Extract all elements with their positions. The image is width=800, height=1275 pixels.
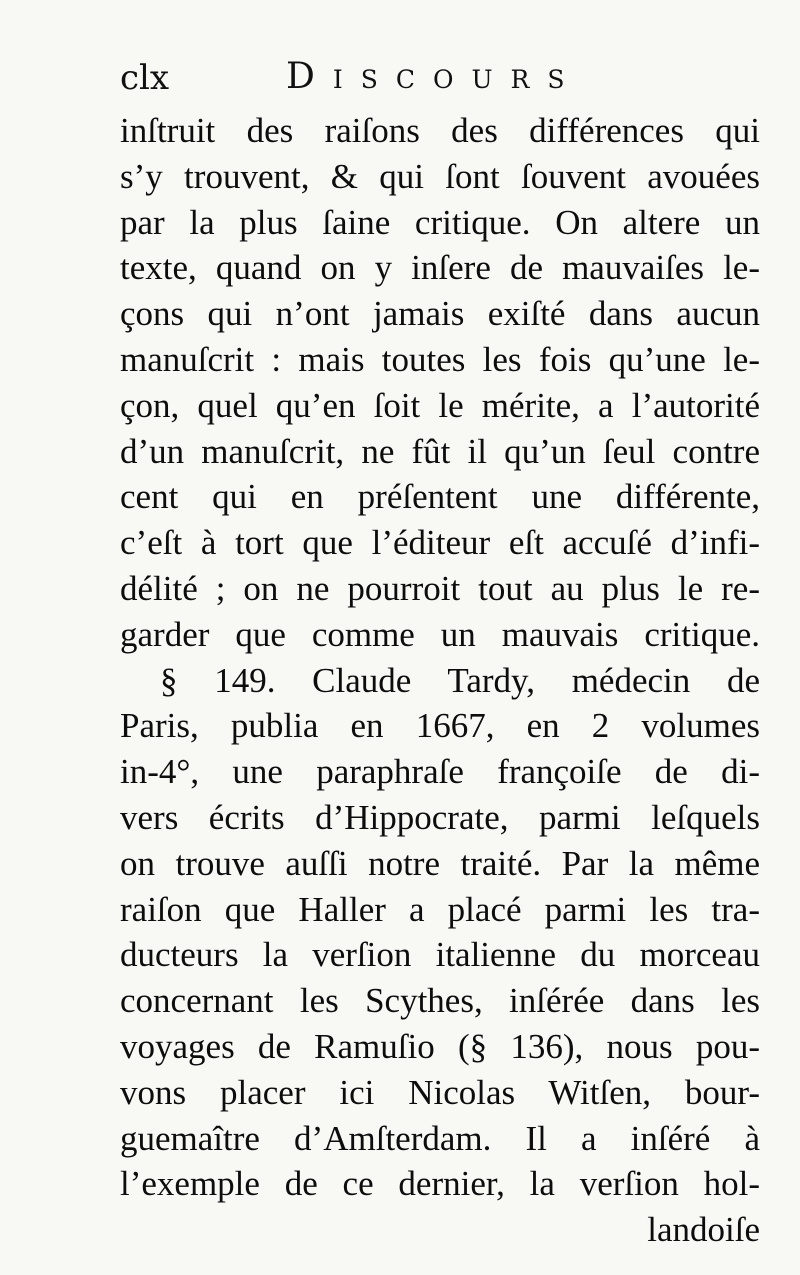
running-head: Discours	[286, 56, 583, 97]
text-line: raiſon que Haller a placé parmi les tra-	[120, 889, 760, 929]
text-line: ducteurs la verſion italienne du morceau	[120, 935, 760, 975]
text-line: l’exemple de ce dernier, la verſion hol-	[120, 1164, 760, 1204]
text-line: inſtruit des raiſons des différences qui	[120, 111, 760, 150]
text-line: cent qui en préſentent une différente,	[120, 477, 760, 517]
text-line: çon, quel qu’en ſoit le mérite, a l’autorité	[120, 385, 760, 425]
text-line: garder que comme un mauvais critique.	[120, 614, 760, 654]
body-text	[120, 108, 760, 1253]
section-start-line: § 149. Claude Tardy, médecin de	[160, 660, 760, 700]
text-line: vers écrits d’Hippocrate, parmi leſquels	[120, 797, 760, 837]
text-line: in-4°, une paraphraſe françoiſe de di-	[120, 752, 760, 792]
text-line: çons qui n’ont jamais exiſté dans aucun	[120, 294, 760, 334]
text-line: texte, quand on y inſere de mauvaiſes le-	[120, 248, 760, 288]
page-header	[120, 58, 760, 108]
text-line: Paris, publia en 1667, en 2 volumes	[120, 706, 760, 746]
text-line: concernant les Scythes, inſérée dans les	[120, 981, 760, 1021]
text-line: guemaître d’Amſterdam. Il a inſéré à	[120, 1118, 760, 1158]
text-line: c’eſt à tort que l’éditeur eſt accuſé d’infi-	[120, 523, 760, 563]
text-line: s’y trouvent, & qui ſont ſouvent avouées	[120, 156, 760, 196]
catchword: landoiſe	[647, 1210, 760, 1250]
text-line: manuſcrit : mais toutes les fois qu’une le-	[120, 339, 760, 379]
text-line: par la plus ſaine critique. On altere un	[120, 202, 760, 242]
text-line: voyages de Ramuſio (§ 136), nous pou-	[120, 1026, 760, 1066]
text-line: vons placer ici Nicolas Witſen, bour-	[120, 1072, 760, 1112]
text-line: on trouve auſſi notre traité. Par la même	[120, 843, 760, 883]
page-number: clx	[120, 58, 170, 98]
text-line: délité ; on ne pourroit tout au plus le re-	[120, 568, 760, 608]
text-line: d’un manuſcrit, ne fût il qu’un ſeul contre	[120, 431, 760, 471]
